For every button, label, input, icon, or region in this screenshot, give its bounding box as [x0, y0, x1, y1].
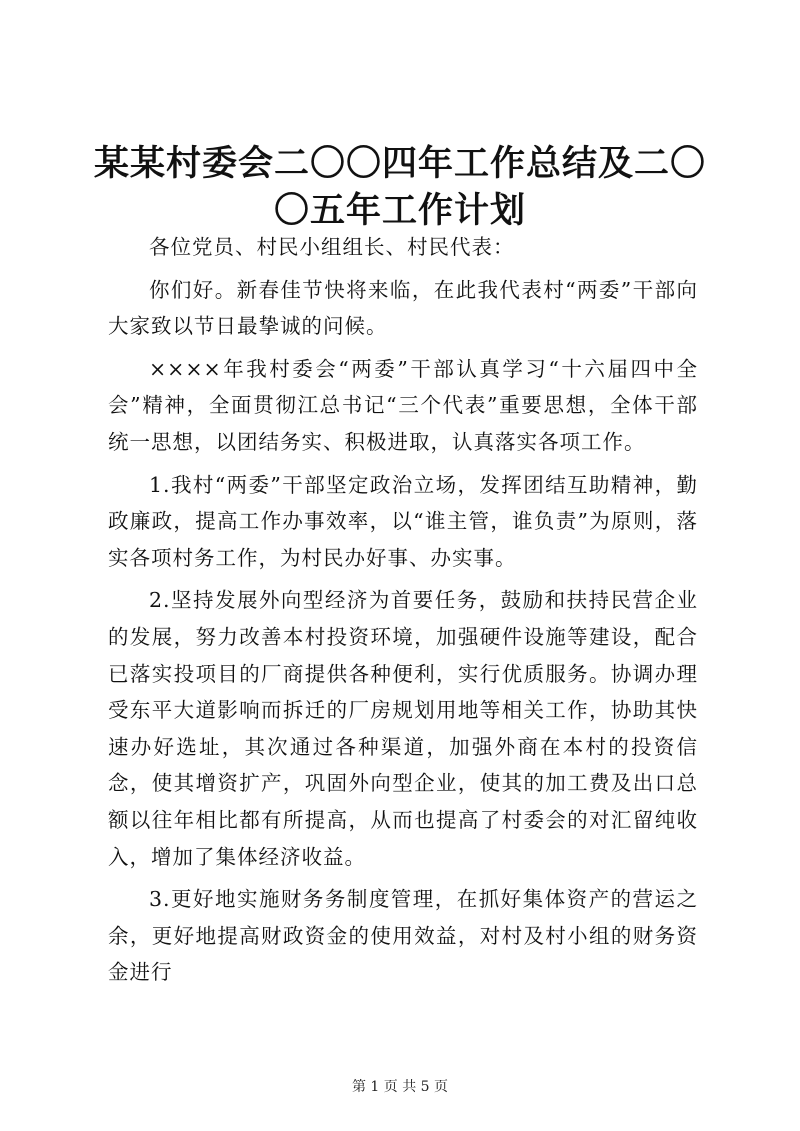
document-title: 某某村委会二〇〇四年工作总结及二〇〇五年工作计划: [93, 143, 706, 231]
paragraph-summary-intro: ××××年我村委会“两委”干部认真学习“十六届四中全会”精神，全面贯彻江总书记“三个代表”重要思想，全体干部统一思想，以团结务实、积极进取，认真落实各项工作。: [108, 356, 698, 454]
paragraph-item-1: 1.我村“两委”干部坚定政治立场，发挥团结互助精神，勤政廉政，提高工作办事效率，以“谁主管，谁负责”为原则，落实各项村务工作，为村民办好事、办实事。: [108, 472, 698, 570]
page-number-footer: 第 1 页 共 5 页: [351, 1079, 449, 1095]
document-body: [108, 229, 698, 997]
paragraph-item-3: 3.更好地实施财务务制度管理，在抓好集体资产的营运之余，更好地提高财政资金的使用效益，对村及村小组的财务资金进行: [108, 887, 698, 985]
paragraph-salutation: 各位党员、村民小组组长、村民代表：: [149, 235, 515, 259]
paragraph-greeting: 你们好。新春佳节快将来临，在此我代表村“两委”干部向大家致以节日最挚诚的问候。: [108, 277, 698, 339]
paragraph-item-2: 2.坚持发展外向型经济为首要任务，鼓励和扶持民营企业的发展，努力改善本村投资环境，加强硬件设施等建设，配合已落实投项目的厂商提供各种便利，实行优质服务。协调办理受东平大道影响而拆迁的厂房规划用地等相关工作，协助其快速办好选址，其次通过各种渠道，加强外商在本村的投资信念，使其增资扩产，巩固外向型企业，使其的加工费及出口总额以往年相比都有所提高，从而也提高了村委会的对汇留纯收入，增加了集体经济收益。: [108, 588, 698, 869]
